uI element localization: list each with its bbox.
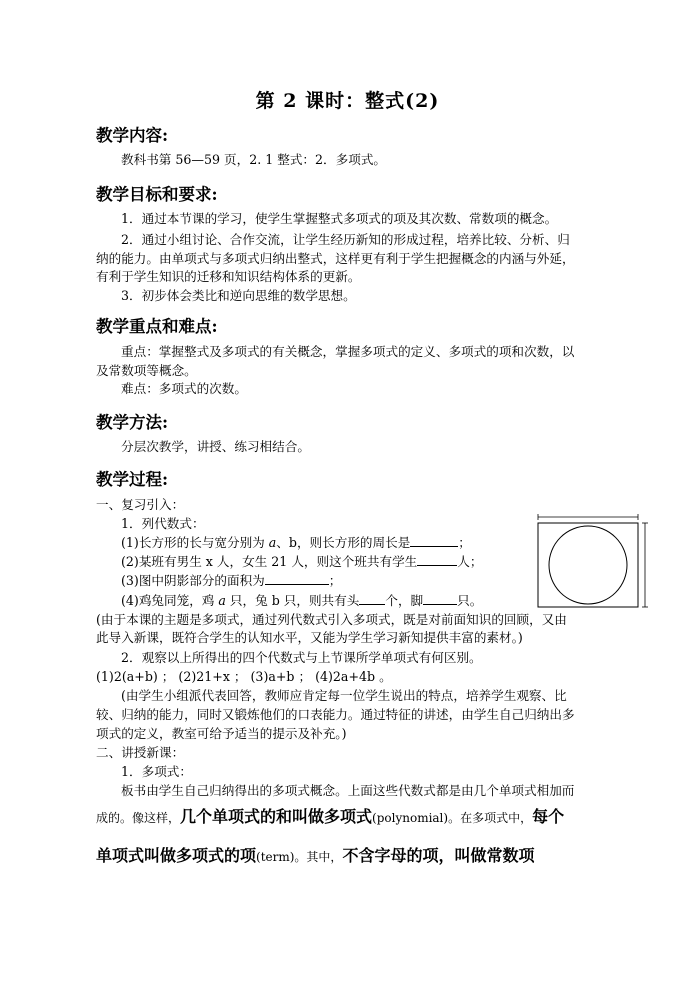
def-bold3: 单项式叫做多项式的项 [96, 846, 257, 865]
q2-end: 人； [457, 554, 483, 569]
definition-line1: 板书由学生自己归纳得出的多项式概念。上面这些代数式都是由几个单项式相加而 [121, 783, 575, 798]
note2-line1: (由学生小组派代表回答，教师应肯定每一位学生说出的特点，培养学生观察、比 [121, 688, 567, 703]
content-text: 教科书第 56—59 页，2. 1 整式：2．多项式。 [121, 152, 387, 167]
def-bold2: 每个 [532, 807, 565, 826]
q2-text: (2)某班有男生 x 人，女生 21 人，则这个班共有学生 [121, 554, 418, 569]
q1-var: a [268, 535, 277, 550]
q4-text3: 个，脚 [385, 593, 424, 608]
answer-blank [359, 592, 385, 605]
question-1 [121, 534, 471, 552]
heading-goals: 教学目标和要求: [96, 185, 218, 204]
def-bold: 几个单项式的和叫做多项式 [180, 807, 373, 826]
goal-1: 1．通过本节课的学习，使学生掌握整式多项式的项及其次数、常数项的概念。 [121, 211, 558, 226]
answer-blank [417, 553, 457, 566]
part1-heading: 一、复习引入： [96, 497, 185, 512]
question-4 [121, 592, 482, 610]
note2-line3: 项式的定义，教室可给予适当的提示及补充。) [96, 726, 347, 741]
def-text3: 。其中， [294, 850, 343, 864]
part2-heading: 二、讲授新课： [96, 745, 185, 760]
note1-line2: 此导入新课，既符合学生的认知水平，又能为学生学习新知提供丰富的素材。) [96, 630, 523, 645]
method-text: 分层次教学，讲授、练习相结合。 [121, 439, 310, 454]
item3: 1．多项式： [121, 764, 192, 779]
q4-text2: 只，兔 b 只，则共有头 [225, 593, 360, 608]
q4-end: 只。 [457, 593, 483, 608]
heading-content: 教学内容: [96, 126, 169, 145]
item2: 2．观察以上所得出的四个代数式与上节课所学单项式有何区别。 [121, 650, 482, 665]
keypoint-line1: 重点：掌握整式及多项式的有关概念，掌握多项式的定义、多项式的项和次数，以 [121, 344, 575, 359]
page-title: 第 2 课时：整式(2) [255, 90, 440, 112]
goal-2-line1: 2．通过小组讨论、合作交流，让学生经历新知的形成过程，培养比较、分析、归 [121, 232, 570, 247]
difficulty: 难点：多项式的次数。 [121, 381, 247, 396]
goal-3: 3．初步体会类比和逆向思维的数学思想。 [121, 288, 356, 303]
definition-line3 [96, 845, 534, 868]
goal-2-line2: 纳的能力。由单项式与多项式归纳出整式，这样更有利于学生把握概念的内涵与外延， [96, 251, 575, 266]
def-bold4: 不含字母的项，叫做常数项 [342, 846, 535, 865]
q1-end: ； [458, 535, 471, 550]
def-term-en2: (term) [256, 850, 295, 864]
q4-text: (4)鸡兔同笼，鸡 [121, 593, 219, 608]
keypoint-line2: 及常数项等概念。 [96, 363, 197, 378]
q3-text: (3)图中阴影部分的面积为 [121, 573, 265, 588]
heading-process: 教学过程: [96, 470, 169, 489]
question-3 [121, 572, 341, 590]
q1-text: (1)长方形的长与宽分别为 [121, 535, 269, 550]
answer-blank [423, 592, 457, 605]
goal-2-line3: 有利于学生知识的迁移和知识结构体系的更新。 [96, 269, 361, 284]
definition-line2 [96, 806, 564, 829]
heading-keypoints: 教学重点和难点: [96, 317, 218, 336]
q4-var: a [218, 593, 226, 608]
question-2 [121, 553, 482, 571]
square-circle-figure-icon [535, 514, 650, 610]
note2-line2: 较、归纳的能力，同时又锻炼他们的口表能力。通过特征的讲述，由学生自己归纳出多 [96, 707, 575, 722]
answer-blank [265, 572, 329, 585]
def-term-en: (polynomial) [372, 811, 449, 825]
def-text2: 。在多项式中， [448, 811, 533, 825]
q1-text2: 、b，则长方形的周长是 [276, 535, 411, 550]
q3-end: ； [328, 573, 342, 588]
note1-line1: (由于本课的主题是多项式，通过列代数式引入多项式，既是对前面知识的回顾，又由 [96, 612, 567, 627]
expressions: (1)2(a+b) ； (2)21+x ； (3)a+b ； (4)2a+4b 。 [96, 669, 392, 684]
item1: 1．列代数式： [121, 516, 205, 531]
heading-method: 教学方法: [96, 413, 169, 432]
def-text: 成的。像这样， [96, 811, 181, 825]
answer-blank [410, 534, 458, 547]
